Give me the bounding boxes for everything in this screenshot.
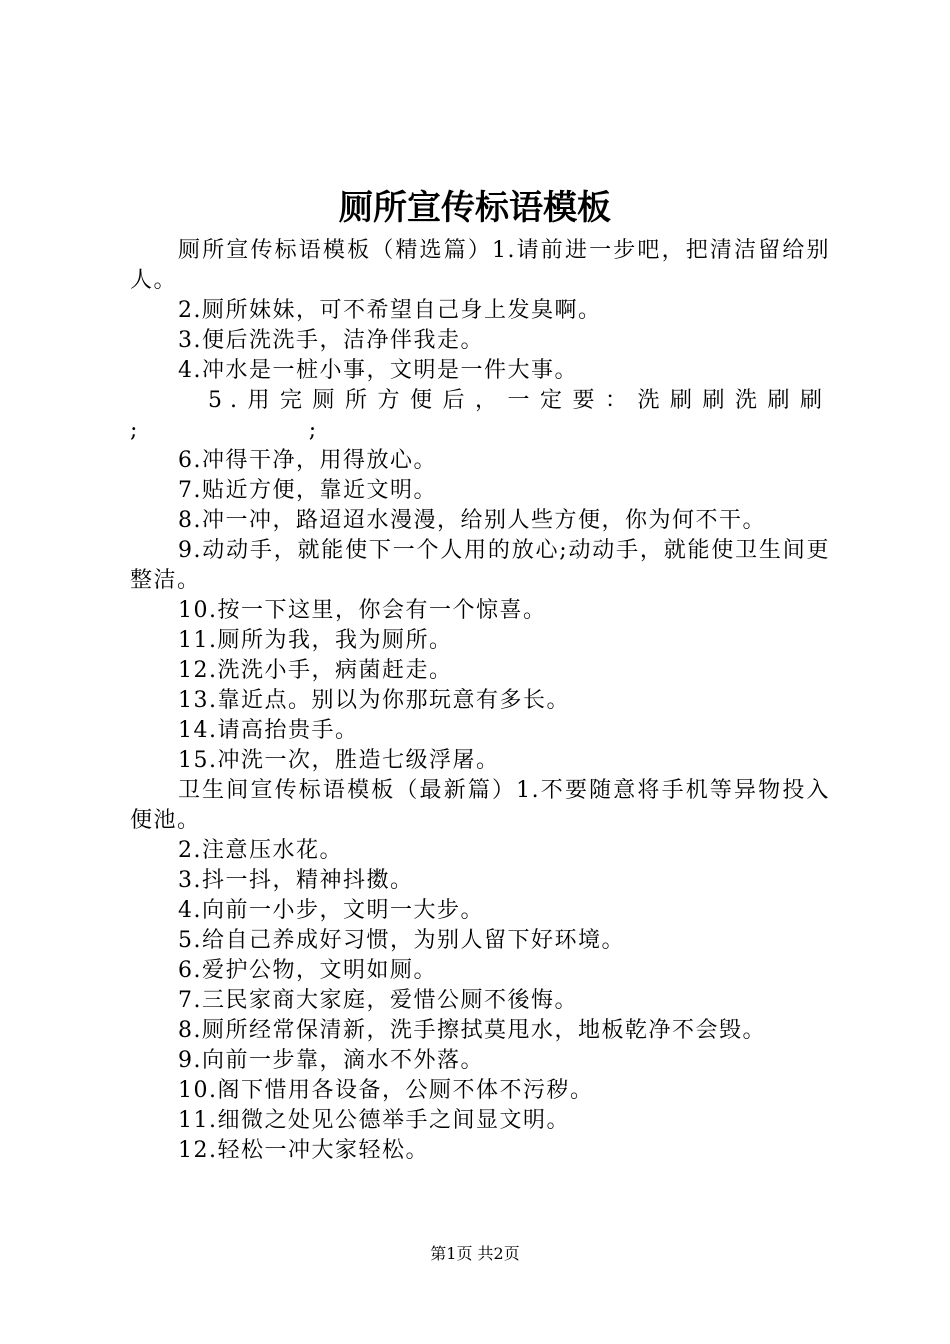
paragraph: 4.冲水是一桩小事，文明是一件大事。 xyxy=(178,358,578,383)
paragraph: 5.给自己养成好习惯，为别人留下好环境。 xyxy=(178,928,625,953)
paragraph: 2.注意压水花。 xyxy=(178,838,343,863)
page-footer: 第1页 共2页 xyxy=(430,1244,520,1263)
paragraph: 10.按一下这里，你会有一个惊喜。 xyxy=(178,598,547,623)
paragraph: 8.厕所经常保清新，洗手擦拭莫甩水，地板乾净不会毁。 xyxy=(178,1018,766,1043)
paragraph: 6.爱护公物，文明如厕。 xyxy=(178,958,437,983)
paragraph: 13.靠近点。别以为你那玩意有多长。 xyxy=(178,688,570,713)
paragraph: 7.三民家商大家庭，爱惜公厕不後悔。 xyxy=(178,988,578,1013)
paragraph: 14.请高抬贵手。 xyxy=(178,718,359,743)
paragraph: 12.轻松一冲大家轻松。 xyxy=(178,1138,429,1163)
paragraph: 3.便后洗洗手，洁净伴我走。 xyxy=(178,328,484,353)
document-title: 厕所宣传标语模板 xyxy=(339,188,611,228)
paragraph: ; ; xyxy=(130,418,318,443)
paragraph: 4.向前一小步，文明一大步。 xyxy=(178,898,484,923)
paragraph: 12.洗洗小手，病菌赶走。 xyxy=(178,658,453,683)
paragraph: 7.贴近方便，靠近文明。 xyxy=(178,478,437,503)
paragraph: 15.冲洗一次，胜造七级浮屠。 xyxy=(178,748,500,773)
paragraph: 8.冲一冲，路迢迢水漫漫，给别人些方便，你为何不干。 xyxy=(178,508,766,533)
paragraph: 11.细微之处见公德举手之间显文明。 xyxy=(178,1108,570,1133)
paragraph: 10.阁下惜用各设备，公厕不体不污秽。 xyxy=(178,1078,594,1103)
paragraph: 厕所宣传标语模板（精选篇）1.请前进一步吧，把清洁留给别人。 xyxy=(130,238,830,293)
paragraph: 11.厕所为我，我为厕所。 xyxy=(178,628,453,653)
paragraph: 卫生间宣传标语模板（最新篇）1.不要随意将手机等异物投入便池。 xyxy=(130,778,830,833)
document-body xyxy=(130,236,830,1166)
paragraph: 6.冲得干净，用得放心。 xyxy=(178,448,437,473)
paragraph: 9.向前一步靠，滴水不外落。 xyxy=(178,1048,484,1073)
paragraph: 9.动动手，就能使下一个人用的放心;动动手，就能使卫生间更整洁。 xyxy=(130,538,830,593)
paragraph: 5.用完厕所方便后，一定要：洗刷刷洗刷刷 xyxy=(208,388,830,413)
paragraph: 3.抖一抖，精神抖擞。 xyxy=(178,868,414,893)
paragraph: 2.厕所妹妹，可不希望自己身上发臭啊。 xyxy=(178,298,602,323)
